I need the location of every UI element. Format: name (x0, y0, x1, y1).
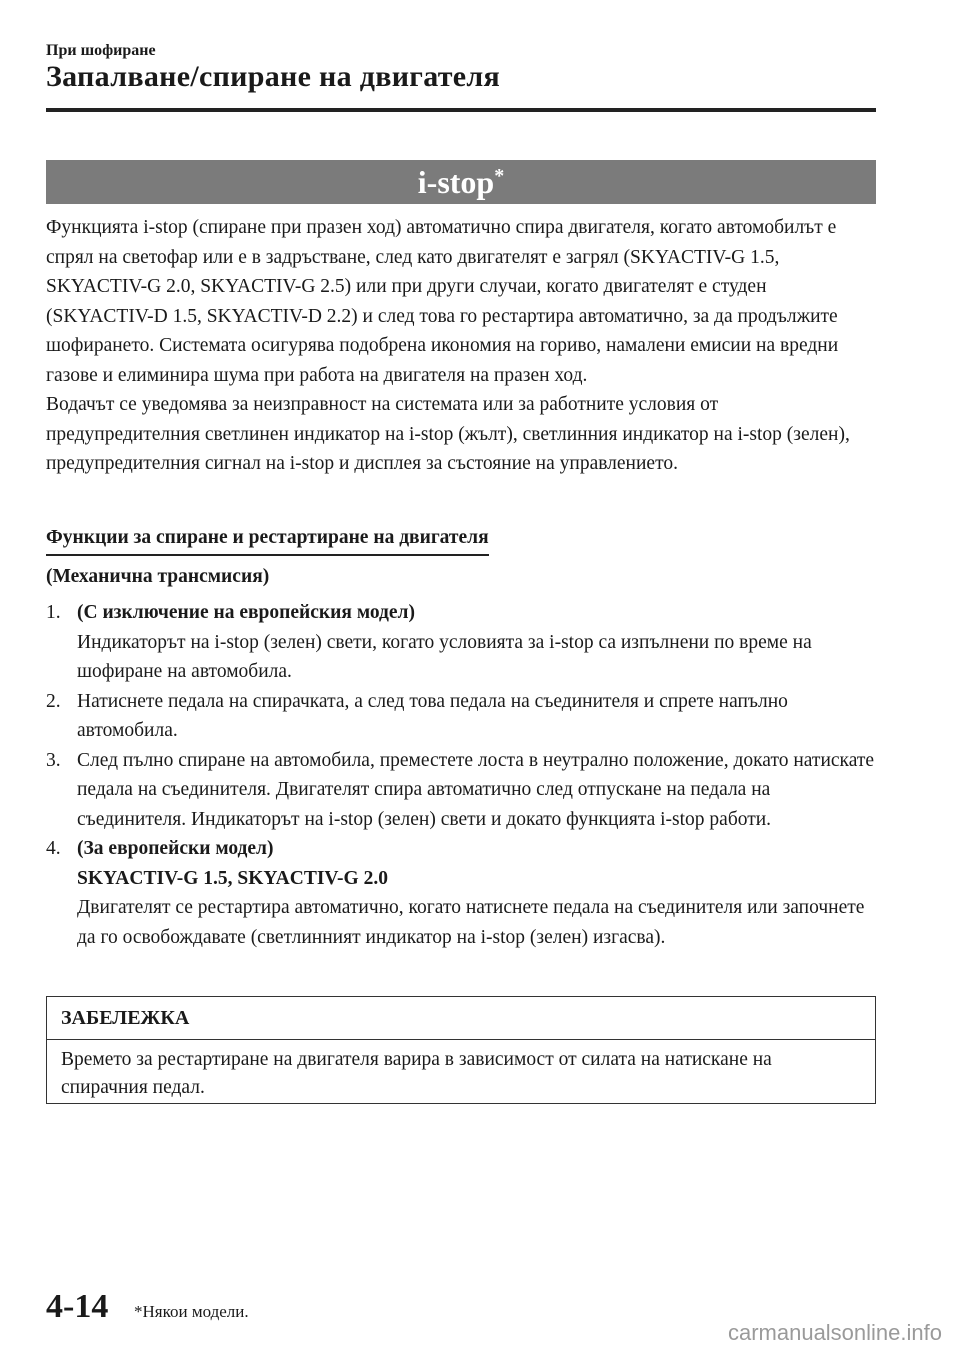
intro-paragraph-2: Водачът се уведомява за неизправност на системата или за работните условия от предупредителния светлинен индикатор на i-stop (жълт), светлинния индикатор на i-stop (зелен), предупредителния сигнал на i-stop и дисплея за състояние на управлението. (46, 394, 850, 474)
step-bold-label: (С изключение на европейския модел) (77, 602, 415, 623)
step-text: Двигателят се рестартира автоматично, когато натиснете педала на съединителя или започнете да го освобождавате (светлинният индикатор на i-stop (зелен) изгасва). (77, 897, 865, 948)
footnote: *Някои модели. (134, 1302, 249, 1321)
step-number: 2. (46, 690, 61, 712)
page-number: 4-14 (46, 1288, 109, 1325)
list-item (46, 687, 876, 746)
list-item (46, 598, 876, 687)
istop-banner (46, 160, 876, 204)
intro-paragraph-1: Функцията i-stop (спиране при празен ход) автоматично спира двигателя, когато автомобилът е спрял на светофар или е в задръстване, след като двигателят е загрял (SKYACTIV-G 1.5, SKYACTIV-G 2.0, SKYACTIV-G 2.5) или при други случаи, когато двигателят е студен (SKYACTIV-D 1.5, SKYACTIV-D 2.2) и след това го рестартира автоматично, за да продължите шофирането. Системата осигурява подобрена икономия на гориво, намалени емисии на вредни газове и елиминира шума при работа на двигателя на празен ход. (46, 217, 839, 386)
step-text: Индикаторът на i-stop (зелен) свети, когато условията за i-stop са изпълнени по време на шофиране на автомобила. (77, 631, 812, 682)
step-number: 4. (46, 838, 61, 859)
section-subheading: (Механична трансмисия) (46, 566, 270, 587)
section-heading: Функции за спиране и рестартиране на двигателя (46, 525, 489, 556)
banner-title: i-stop (417, 164, 495, 200)
header-rule (46, 108, 876, 112)
note-title: ЗАБЕЛЕЖКА (47, 997, 875, 1040)
section-label: При шофиране (46, 42, 156, 59)
steps-list (46, 598, 876, 952)
step-number: 3. (46, 749, 61, 771)
list-item (46, 834, 876, 952)
chapter-title: Запалване/спиране на двигателя (46, 60, 501, 93)
step-bold-label: (За европейски модел) (77, 838, 274, 859)
step-bold-engine: SKYACTIV-G 1.5, SKYACTIV-G 2.0 (77, 867, 388, 889)
intro-text (46, 213, 876, 479)
step-number: 1. (46, 602, 61, 623)
step-text: Натиснете педала на спирачката, а след това педала на съединителя и спрете напълно автомобила. (77, 690, 788, 741)
note-box (46, 996, 876, 1104)
list-item (46, 746, 876, 835)
banner-footnote-marker: * (494, 165, 505, 187)
step-text: След пълно спиране на автомобила, преместете лоста в неутрално положение, докато натискате педала на съединителя. Двигателят спира автоматично след отпускане на педала на съединителя. Индикаторът на i-stop (зелен) свети и докато функцията i-stop работи. (77, 749, 875, 830)
watermark-link[interactable]: carmanualsonline.info (727, 1320, 942, 1345)
note-text: Времето за рестартиране на двигателя варира в зависимост от силата на натискане на спирачния педал. (61, 1049, 772, 1098)
